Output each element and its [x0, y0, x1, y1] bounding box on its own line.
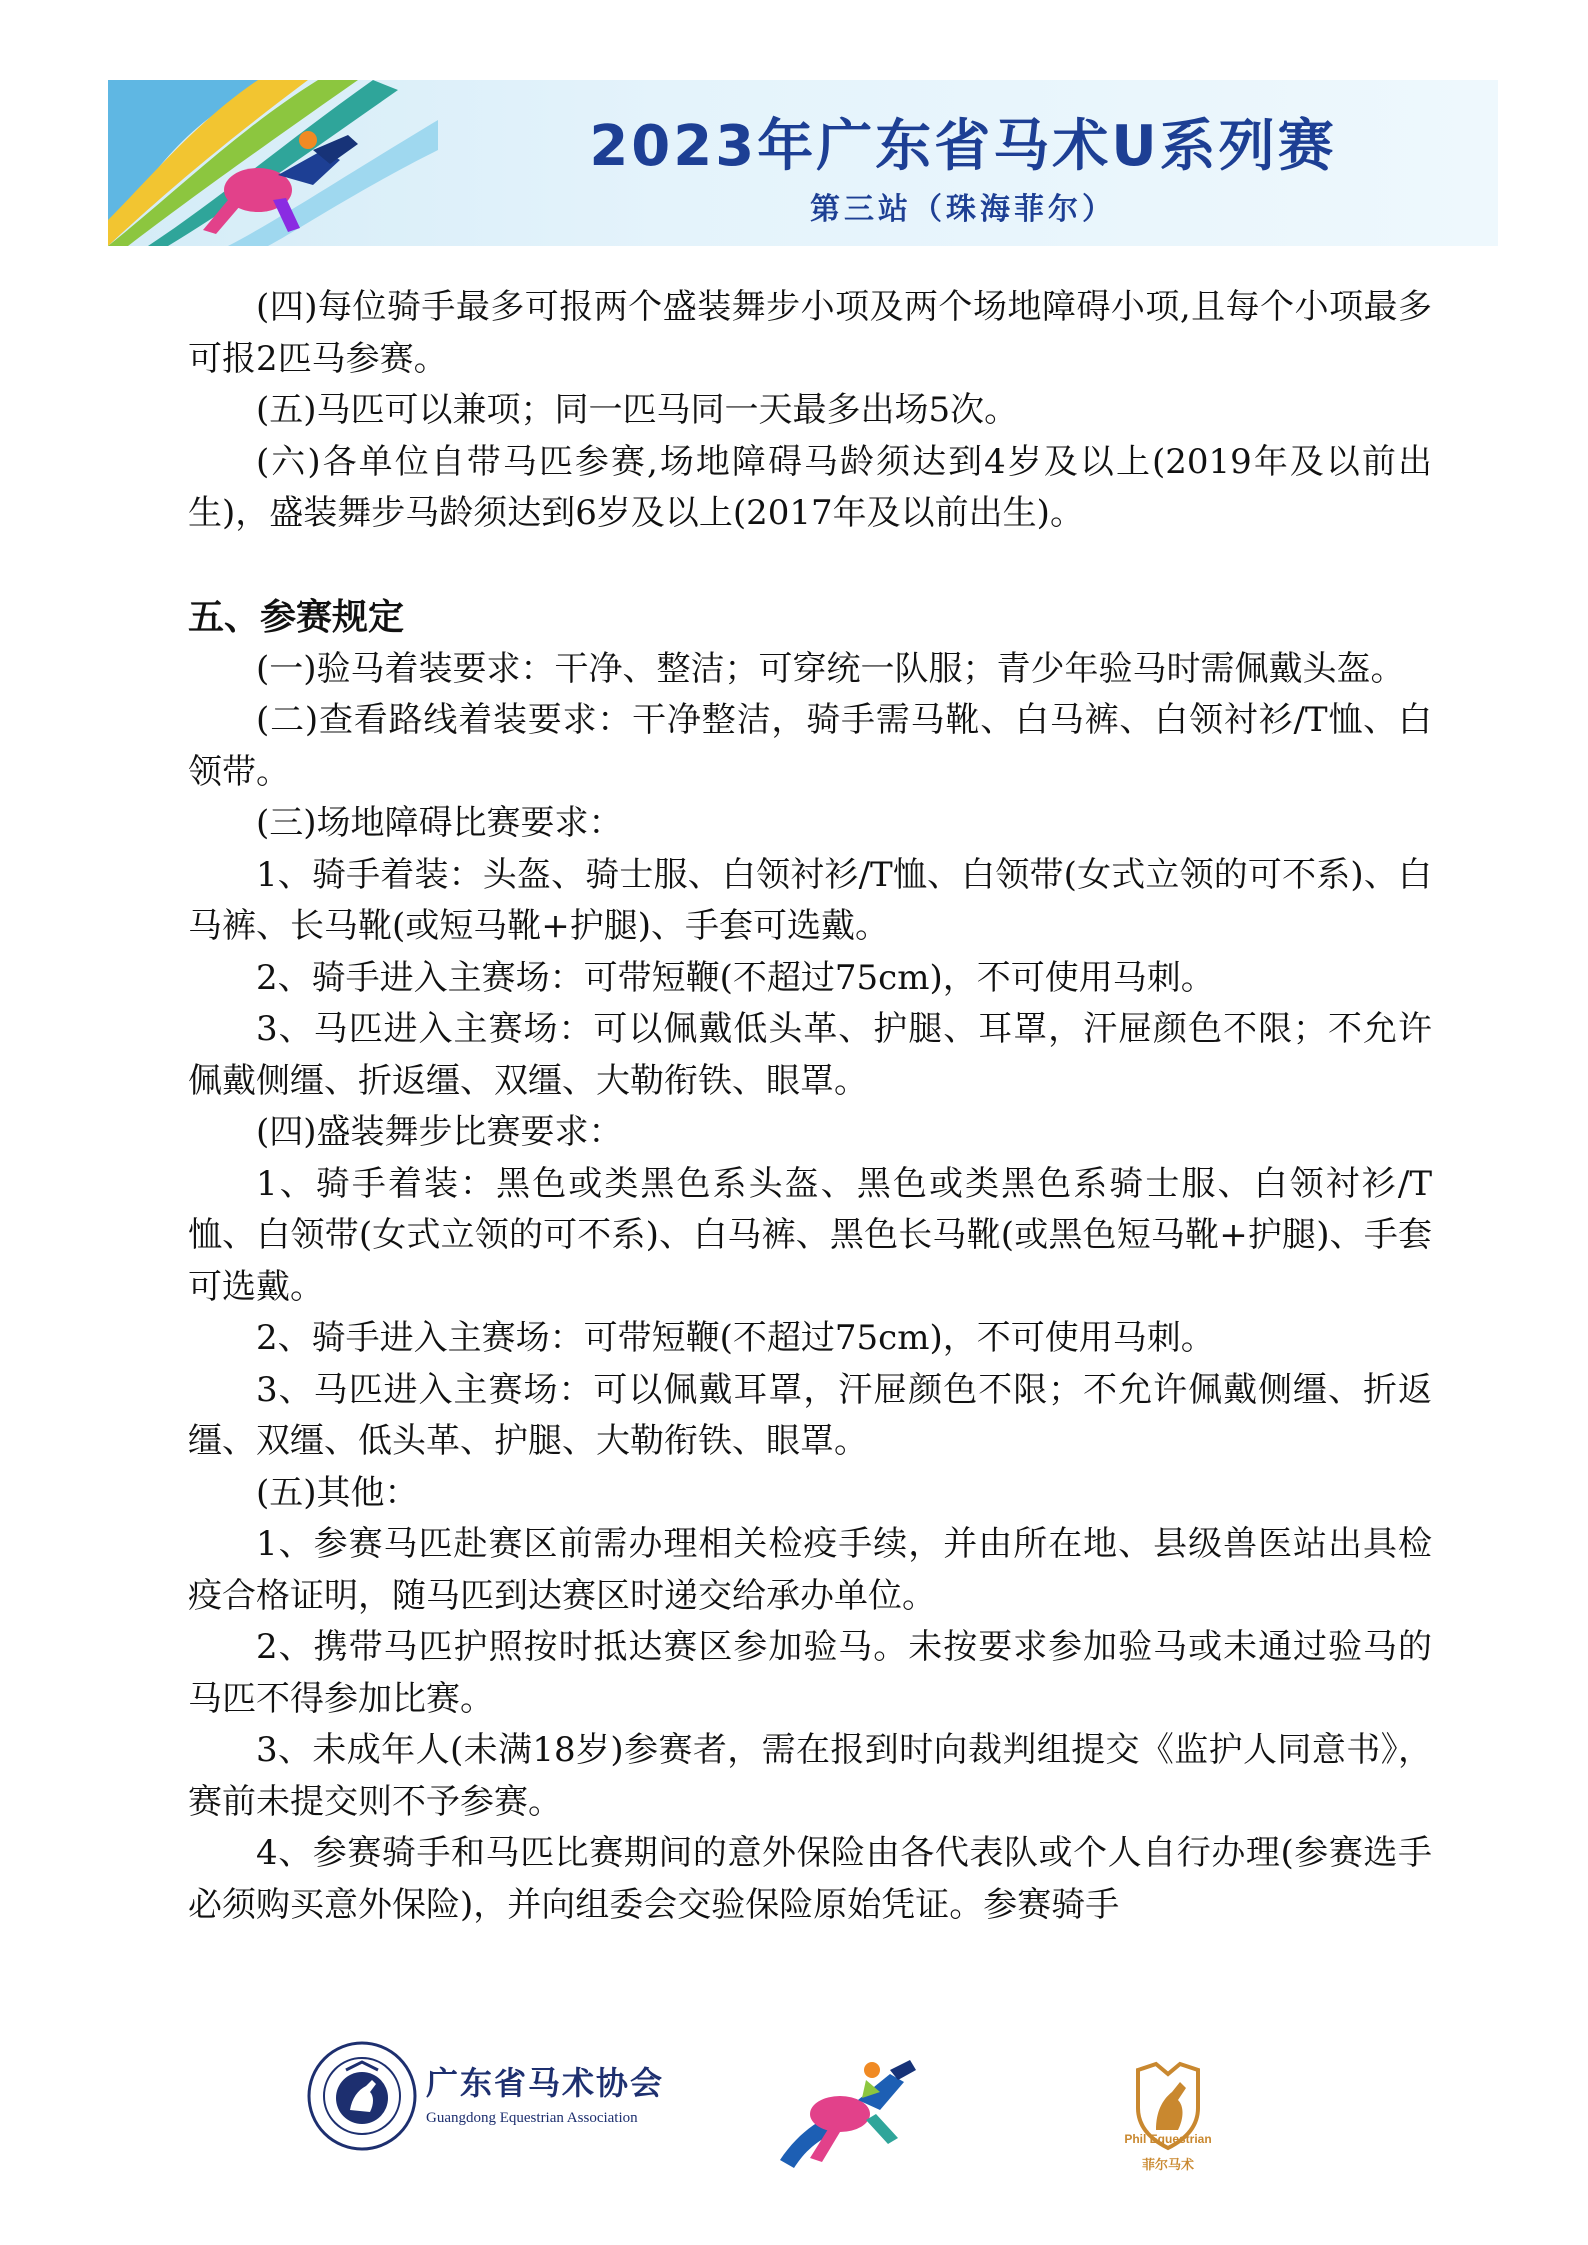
- document-body: [188, 282, 1432, 1931]
- paragraph: 2、骑手进入主赛场：可带短鞭(不超过75cm)，不可使用马刺。: [256, 957, 1215, 998]
- header-banner: [108, 80, 1498, 246]
- page-subtitle: 第三站（珠海菲尔）: [810, 192, 1116, 227]
- paragraph: 4、参赛骑手和马匹比赛期间的意外保险由各代表队或个人自行办理(参赛选手必须购买意外保险)，并向组委会交验保险原始凭证。参赛骑手: [188, 1833, 1432, 1925]
- paragraph: (六)各单位自带马匹参赛,场地障碍马龄须达到4岁及以上(2019年及以前出生)，盛装舞步马龄须达到6岁及以上(2017年及以前出生)。: [188, 441, 1432, 533]
- phil-name-en: Phil Equestrian: [1124, 2132, 1212, 2146]
- paragraph: 3、未成年人(未满18岁)参赛者，需在报到时向裁判组提交《监护人同意书》，赛前未提交则不予参赛。: [188, 1730, 1432, 1822]
- gea-seal-icon: [306, 2040, 418, 2152]
- paragraph: 1、骑手着装：头盔、骑士服、白领衬衫/T恤、白领带(女式立领的可不系)、白马裤、长马靴(或短马靴+护腿)、手套可选戴。: [188, 854, 1432, 946]
- paragraph: (二)查看路线着装要求：干净整洁，骑手需马靴、白马裤、白领衬衫/T恤、白领带。: [188, 700, 1432, 792]
- paragraph: 2、骑手进入主赛场：可带短鞭(不超过75cm)，不可使用马刺。: [256, 1318, 1215, 1358]
- paragraph: 3、马匹进入主赛场：可以佩戴低头革、护腿、耳罩，汗屉颜色不限；不允许佩戴侧缰、折返缰、双缰、大勒衔铁、眼罩。: [188, 1009, 1432, 1101]
- paragraph: (三)场地障碍比赛要求：: [256, 803, 623, 843]
- page-title: 2023年广东省马术U系列赛: [589, 114, 1337, 179]
- paragraph: (四)每位骑手最多可报两个盛装舞步小项及两个场地障碍小项,且每个小项最多可报2匹马参赛。: [188, 287, 1432, 379]
- equestrian-art-icon: [108, 80, 438, 246]
- gea-name-en: Guangdong Equestrian Association: [426, 2110, 638, 2126]
- paragraph: (四)盛装舞步比赛要求：: [256, 1112, 623, 1152]
- section-heading: 五、参赛规定: [188, 596, 405, 638]
- paragraph: (五)其他：: [256, 1472, 419, 1513]
- footer-logos: [0, 2040, 1588, 2180]
- jumping-horse-logo-icon: [770, 2040, 920, 2170]
- gea-name-cn: 广东省马术协会: [426, 2064, 665, 2102]
- phil-equestrian-shield-icon: [1128, 2040, 1208, 2170]
- phil-name-cn: 菲尔马术: [1141, 2158, 1194, 2173]
- paragraph: 1、骑手着装：黑色或类黑色系头盔、黑色或类黑色系骑士服、白领衬衫/T恤、白领带(女式立领的可不系)、白马裤、黑色长马靴(或黑色短马靴+护腿)、手套可选戴。: [188, 1163, 1432, 1307]
- paragraph: (一)验马着装要求：干净、整洁；可穿统一队服；青少年验马时需佩戴头盔。: [256, 648, 1405, 689]
- paragraph: (五)马匹可以兼项；同一匹马同一天最多出场5次。: [256, 390, 1019, 430]
- paragraph: 3、马匹进入主赛场：可以佩戴耳罩，汗屉颜色不限；不允许佩戴侧缰、折返缰、双缰、低头革、护腿、大勒衔铁、眼罩。: [188, 1369, 1432, 1461]
- paragraph: 2、携带马匹护照按时抵达赛区参加验马。未按要求参加验马或未通过验马的马匹不得参加比赛。: [188, 1627, 1432, 1719]
- paragraph: 1、参赛马匹赴赛区前需办理相关检疫手续，并由所在地、县级兽医站出具检疫合格证明，随马匹到达赛区时递交给承办单位。: [188, 1524, 1432, 1616]
